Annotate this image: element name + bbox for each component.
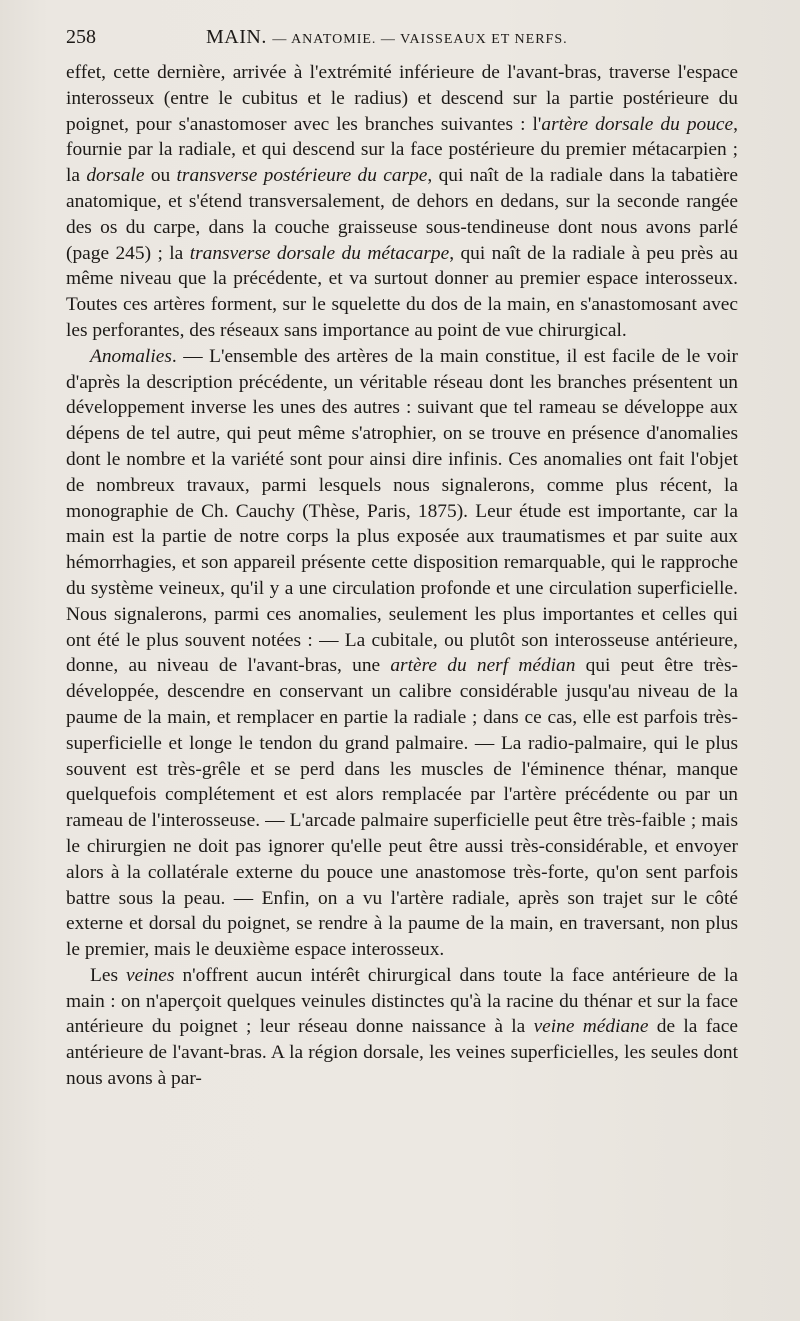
page-number: 258 [66,26,96,48]
italic-term: veine médiane [533,1016,649,1038]
running-title [206,26,568,49]
paragraph-continuation [66,60,738,344]
paragraph-anomalies [66,344,738,963]
body-text [66,60,738,1092]
text-run: effet, cette dernière, arrivée à l'extrémité inférieure de l'avant-bras, traverse l'espace interosseux (entre le cubitus et le radius) et descend sur la partie postérieure du poignet, pour s'anastomoser avec les branches suivantes : l' [66,62,738,135]
text-run: n'offrent aucun intérêt chirurgical dans toute la face antérieure de la main : on n'aperçoit quelques veinules distinctes qu'à la racine du thénar et sur la face antérieure du poignet ; leur réseau donne naissance à la [66,964,738,1038]
running-title-rest: — ANATOMIE. — VAISSEAUX ET NERFS. [272,32,568,47]
italic-term: transverse postérieure du carpe [176,165,428,187]
text-run: ou [144,165,177,187]
text-run: de la face antérieure de l'avant-bras. A la région dorsale, les veines superficielles, les seules dont nous avons à par- [66,1016,739,1090]
text-run: , fournie par la radiale, et qui descend sur la face postérieure du premier métacarpien ; la [66,113,738,187]
text-run: , qui naît de la radiale à peu près au même niveau que la précédente, et va surtout donner au premier espace interosseux. Toutes ces artères forment, sur le squelette du dos de la main, en s'anastomosant avec les perforantes, des réseaux sans importance au point de vue chirurgical. [66,242,738,341]
paragraph-veines [66,963,738,1092]
italic-term: artère dorsale du pouce [541,113,734,135]
text-run: qui peut être très-développée, descendre en conservant un calibre considérable jusqu'au niveau de la paume de la main, et remplacer en partie la radiale ; dans ce cas, elle est parfois très-superficielle et longe le tendon du grand palmaire. — La radio-palmaire, qui le plus souvent est très-grêle et se perd dans les muscles de l'éminence thénar, manque quelquefois complétement et est alors remplacée par l'artère précédente ou par un rameau de l'interosseuse. — L'arcade palmaire superficielle peut être très-faible ; mais le chirurgien ne doit pas ignorer qu'elle peut être aussi très-considérable, et envoyer alors à la collatérale externe du pouce une anastomose très-forte, qu'on sent parfois battre sous la peau. — Enfin, on a vu l'artère radiale, après son trajet sur le côté externe et dorsal du poignet, se rendre à la paume de la main, en traversant, non plus le premier, mais le deuxième espace interosseux. [66,655,738,961]
text-run: . — L'ensemble des artères de la main constitue, il est facile de le voir d'après la description précédente, un véritable réseau dont les branches présentent un développement inverse les unes des autres : suivant que tel rameau se développe aux dépens de tel autre, qui peut même s'atrophier, on se trouve en présence d'anomalies dont le nombre et la variété sont pour ainsi dire infinis. Ces anomalies ont fait l'objet de nombreux travaux, parmi lesquels nous signalerons, comme plus récent, la monographie de Ch. Cauchy (Thèse, Paris, 1875). Leur étude est importante, car la main est la partie de notre corps la plus exposée aux traumatismes et par suite aux hémorrhagies, et son appareil présente cette disposition remarquable, qui le rapproche du système veineux, qu'il y a une circulation profonde et une circulation superficielle. Nous signalerons, parmi ces anomalies, seulement les plus importantes et celles qui ont été le plus souvent notées : — La cubitale, ou plutôt son interosseuse antérieure, donne, au niveau de l'avant-bras, une [66,345,738,677]
text-run: , qui naît de la radiale dans la tabatière anatomique, et s'étend transversalement, de dehors en dedans, sur la seconde rangée des os du carpe, dans la couche graisseuse sous-tendineuse dont nous avons parlé (page 245) ; la [66,165,738,264]
italic-term: Anomalies [90,345,172,367]
italic-term: artère du nerf médian [390,655,576,677]
running-title-main: MAIN. [206,26,267,48]
page-header [66,26,736,52]
italic-term: veines [126,964,175,986]
text-run: Les [90,964,127,986]
italic-term: dorsale [86,165,145,187]
italic-term: transverse dorsale du métacarpe [189,242,450,264]
